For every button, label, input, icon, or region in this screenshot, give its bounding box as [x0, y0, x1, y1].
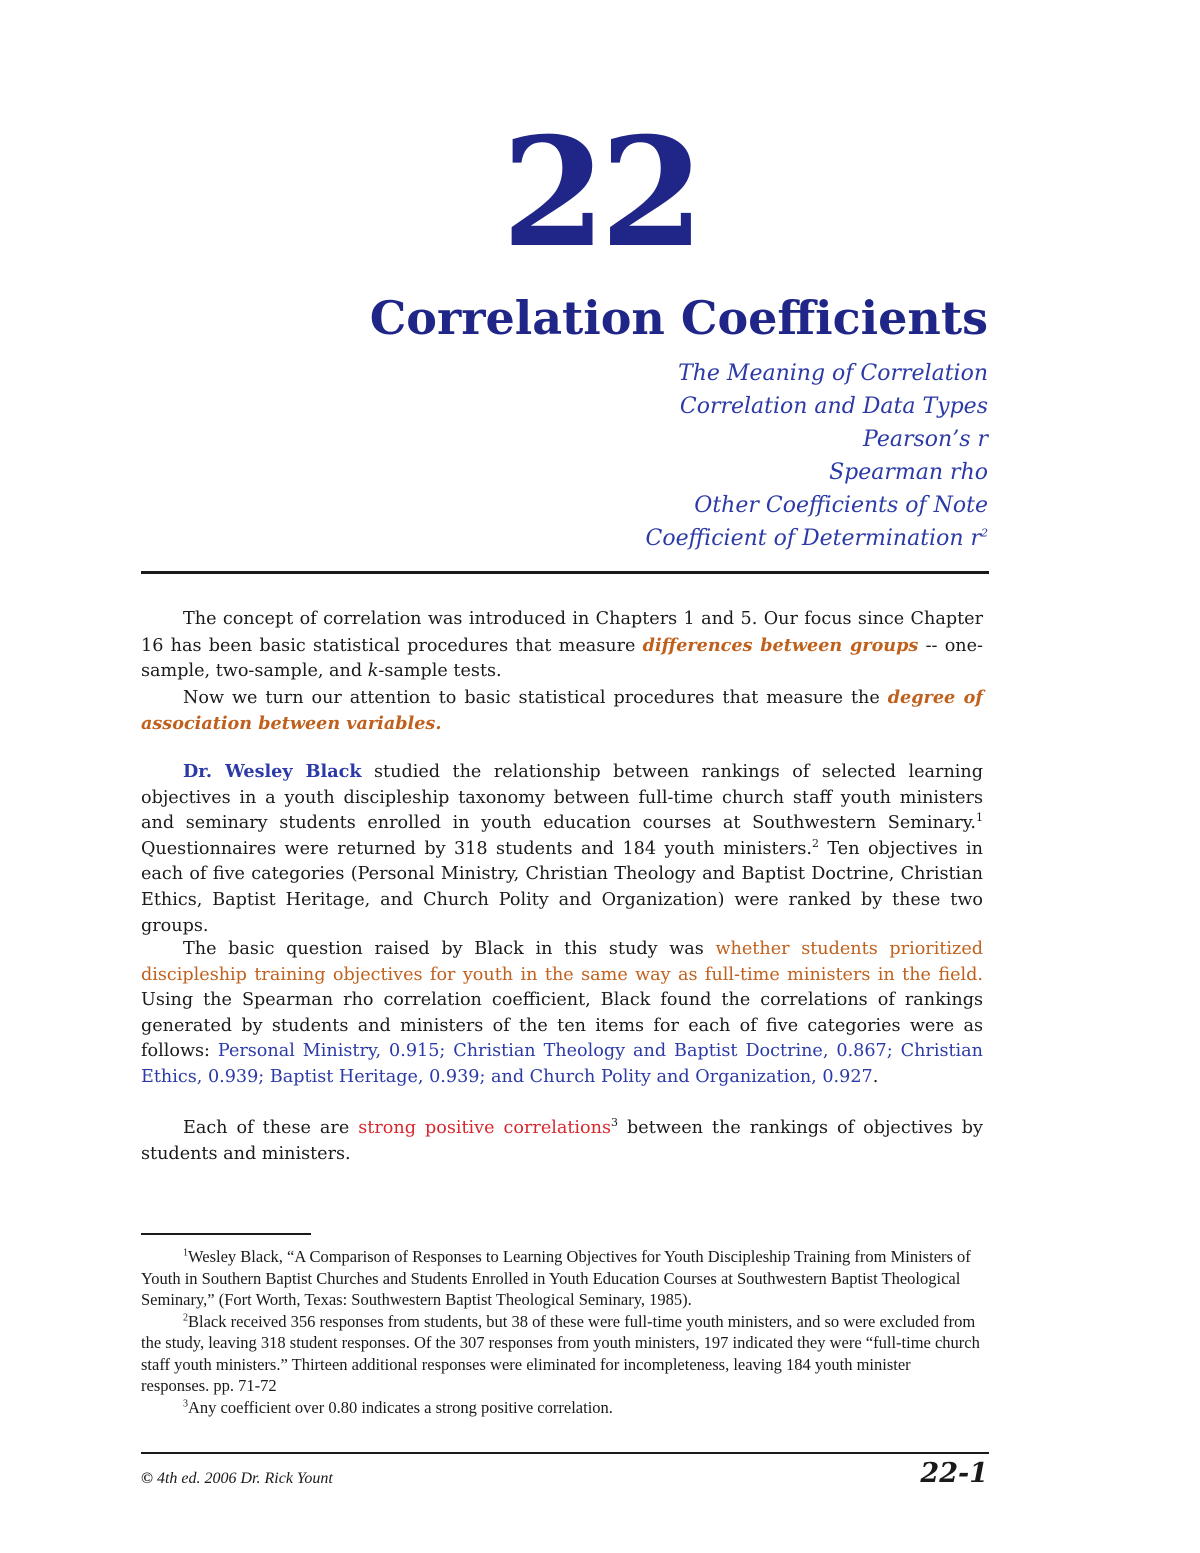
- chapter-topics-list: [646, 357, 989, 555]
- footnote-2: $^2$Black received 356 responses from students, but 38 of these were full-time youth ministers, and so were excluded from the study, leaving 318 student responses. Of the 307 responses from youth ministers, 197 indicated they were “full-time church staff youth ministers.” Thirteen additional responses were eliminated for incompleteness, leaving 184 youth minister responses. pp. 71-72: [141, 1311, 980, 1395]
- highlight-text: strong positive correlations: [358, 1118, 612, 1138]
- paragraph: Each of these are strong positive correlations$^3$ between the rankings of objectives by students and ministers.: [141, 1116, 983, 1164]
- copyright-symbol: ©: [141, 1470, 153, 1487]
- study-paragraph: [141, 759, 983, 939]
- chapter-number: 22: [501, 105, 699, 281]
- question-paragraph: [141, 937, 983, 1091]
- emphasis-text: degree of association between variables.: [141, 686, 983, 735]
- copyright-notice: © 4th ed. 2006 Dr. Rick Yount: [141, 1470, 333, 1487]
- header-divider: [141, 571, 989, 574]
- superscript: 2: [981, 526, 988, 540]
- footnote-ref: 1: [976, 811, 983, 825]
- emphasis-text: differences between groups: [642, 634, 919, 656]
- footnote-divider: [141, 1233, 311, 1235]
- footnotes: [141, 1246, 983, 1418]
- paragraph: Now we turn our attention to basic statistical procedures that measure the degree of association between variables.: [141, 686, 983, 735]
- footnote-1: $^1$Wesley Black, “A Comparison of Responses to Learning Objectives for Youth Discipleship Training from Ministers of Youth in Southern Baptist Churches and Students Enrolled in Youth Education Courses at Southwestern Baptist Theological Seminary,” (Fort Worth, Texas: Southwestern Baptist Theological Seminary, 1985).: [141, 1247, 971, 1309]
- footnote-ref: 3: [611, 1116, 619, 1130]
- paragraph: Dr. Wesley Black studied the relationship between rankings of selected learning objectives in a youth discipleship taxonomy between full-time church staff youth ministers and seminary students enrolled in youth education courses at Southwestern Seminary.$^1$ Questionnaires were returned by 318 students and 184 youth ministers.$^2$ Ten objectives in each of five categories (Personal Ministry, Christian Theology and Baptist Doctrine, Christian Ethics, Baptist Heritage, and Church Polity and Organization) were ranked by these two groups.: [141, 761, 983, 936]
- paragraph: The concept of correlation was introduced in Chapters 1 and 5. Our focus since Chapter 16 has been basic statistical procedures that measure differences between groups -- one-sample, two-sample, and k-sample tests.: [141, 609, 983, 682]
- footnote-ref: 2: [811, 836, 819, 850]
- conclusion-paragraph: [141, 1116, 983, 1167]
- correlation-results: Personal Ministry, 0.915; Christian Theology and Baptist Doctrine, 0.867; Christian Ethics, 0.939; Baptist Heritage, 0.939; and Church Polity and Organization, 0.927: [141, 1041, 983, 1087]
- footer-divider: [141, 1452, 989, 1454]
- topic-item: Correlation and Data Types: [679, 394, 988, 419]
- topic-item: Other Coefficients of Note: [694, 493, 988, 518]
- topic-item: Spearman rho: [829, 460, 988, 485]
- footnote-3: $^3$Any coefficient over 0.80 indicates a strong positive correlation.: [183, 1397, 613, 1417]
- chapter-title: Correlation Coefficients: [369, 291, 988, 345]
- topic-item: Pearson’s r: [863, 427, 988, 452]
- intro-paragraphs: [141, 607, 983, 738]
- author-name: Dr. Wesley Black: [183, 761, 362, 782]
- topic-item: The Meaning of Correlation: [678, 361, 988, 386]
- page-number: 22-1: [920, 1458, 988, 1489]
- research-question: whether students prioritized discipleship training objectives for youth in the same way as full-time ministers in the field.: [141, 939, 983, 985]
- paragraph: The basic question raised by Black in this study was whether students prioritized discipleship training objectives for youth in the same way as full-time ministers in the field. Using the Spearman rho correlation coefficient, Black found the correlations of rankings generated by students and ministers of the ten items for each of five categories were as follows: Personal Ministry, 0.915; Christian Theology and Baptist Doctrine, 0.867; Christian Ethics, 0.939; Baptist Heritage, 0.939; and Church Polity and Organization, 0.927.: [141, 939, 983, 1087]
- topic-item: Coefficient of Determination $r^2$: [645, 526, 988, 551]
